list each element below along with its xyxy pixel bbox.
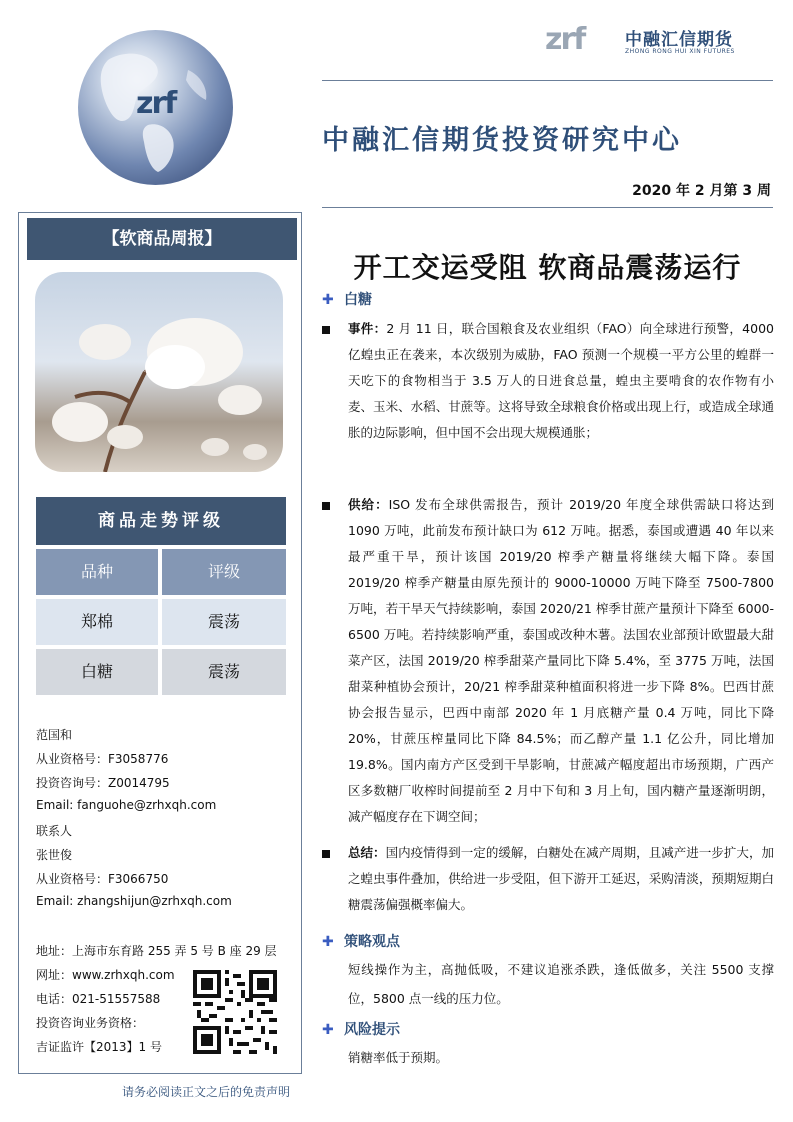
advisory-qualification-label: 投资咨询业务资格： [36, 1016, 145, 1030]
analyst-license: 从业资格号：F3058776 [36, 752, 169, 766]
report-date: 2020 年 2 月第 3 周 [632, 183, 771, 199]
analyst-advisory-no: 投资咨询号：Z0014795 [36, 776, 170, 790]
pushpin-bullet-icon: ✚ [322, 934, 334, 950]
strategy-text: 短线操作为主，高抛低吸，不建议追涨杀跌，逢低做多，关注 5500 支撑位，5800 点一线的压力位。 [348, 962, 774, 1006]
section-heading-text: 策略观点 [344, 934, 400, 950]
rating-table-heading: 商品走势评级 [36, 497, 286, 545]
rating-cell: 震荡 [162, 649, 286, 695]
section-heading-text: 白糖 [344, 292, 372, 308]
logo-chinese-name: 中融汇信期货 [625, 30, 733, 50]
report-headline: 开工交运受阻 软商品震荡运行 [353, 251, 742, 284]
paragraph-text: 2 月 11 日，联合国粮食及农业组织（FAO）向全球进行预警，4000 亿蝗虫正在袭来，本次级别为威胁，FAO 预测一个规模一平方公里的蝗群一天吃下的食物相当于 3.5 万人的日进食总量，蝗虫主要啃食的农作物有小麦、玉米、水稻、甘蔗等。这将导致全球粮食价格或出现上行，或造成全球通胀的边际影响，但中国不会出现大规模通胀； [348, 321, 774, 440]
advisory-qualification-no: 吉证监许【2013】1 号 [36, 1040, 162, 1054]
column-header-variety: 品种 [36, 549, 158, 595]
square-bullet-icon [322, 502, 330, 510]
contact-email: Email: zhangshijun@zrhxqh.com [36, 894, 232, 908]
company-address: 地址：上海市东育路 255 弄 5 号 B 座 29 层 [36, 944, 277, 958]
paragraph-event [322, 316, 774, 446]
company-logo [545, 22, 755, 62]
paragraph-text: 国内疫情得到一定的缓解，白糖处在减产周期，且减产进一步扩大，加之蝗虫事件叠加，供给进一步受阻，但下游开工延迟，采购清淡，预期短期白糖震荡偏强概率偏大。 [348, 845, 774, 912]
analyst-name: 范国和 [36, 728, 73, 742]
column-header-rating: 评级 [162, 549, 286, 595]
variety-cell: 郑棉 [36, 599, 158, 645]
paragraph-supply [322, 492, 774, 830]
globe-logo-mark: zrf [136, 86, 176, 121]
company-phone: 电话：021-51557588 [36, 992, 161, 1006]
paragraph-label: 事件： [348, 321, 387, 336]
disclaimer-note: 请务必阅读正文之后的免责声明 [122, 1085, 291, 1099]
globe-logo-image [78, 30, 233, 185]
header-divider-top [322, 80, 773, 81]
company-website: 网址：www.zrhxqh.com [36, 968, 175, 982]
paragraph-label: 供给： [348, 497, 389, 512]
section-heading-risk [322, 1019, 400, 1039]
paragraph-text: ISO 发布全球供需报告，预计 2019/20 年度全球供需缺口将达到 1090 万吨，此前发布预计缺口为 612 万吨。据悉，泰国或遭遇 40 年以来最严重干旱，预计该国 2019/20 榨季产糖量将继续大幅下降。泰国 2019/20 榨季产糖量由原先预计的 9000-10000 万吨下降至 7500-7800 万吨，若干旱天气持续影响，泰国 2020/21 榨季甘蔗产量预计下降至 6000-6500 万吨。若持续影响严重，泰国或改种木薯。法国农业部预计欧盟最大甜菜产区，法国 2019/20 榨季甜菜产量同比下降 5.4%，至 3775 万吨，法国甜菜种植协会预计，20/21 榨季甜菜种植面积将进一步下降 8%。巴西甘蔗协会报告显示，巴西中南部 2020 年 1 月底糖产量 0.4 万吨，同比下降 20%，甘蔗压榨量同比下降 84.5%；而乙醇产量 1.1 亿公升，同比增加 19.8%。国内南方产区受到干旱影响，甘蔗减产幅度超出市场预期，广西产区多数糖厂收榨时间提前至 2 月中下旬和 3 月上旬，国内糖产量逐渐明朗，减产幅度存在下调空间； [348, 497, 774, 824]
pushpin-bullet-icon: ✚ [322, 292, 334, 308]
paragraph-summary [322, 840, 774, 918]
square-bullet-icon [322, 326, 330, 334]
paragraph-label: 总结： [348, 845, 386, 860]
section-heading-text: 风险提示 [344, 1022, 400, 1038]
rating-cell: 震荡 [162, 599, 286, 645]
pushpin-bullet-icon: ✚ [322, 1022, 334, 1038]
square-bullet-icon [322, 850, 330, 858]
analyst-email: Email: fanguohe@zrhxqh.com [36, 798, 217, 812]
risk-text: 销糖率低于预期。 [348, 1050, 449, 1065]
table-row [36, 599, 286, 645]
contact-label: 联系人 [36, 824, 73, 838]
logo-mark: zrf [545, 22, 585, 57]
contact-name: 张世俊 [36, 848, 73, 862]
qr-code-image [193, 970, 277, 1054]
research-center-title: 中融汇信期货投资研究中心 [322, 125, 682, 156]
logo-english-name: ZHONG RONG HUI XIN FUTURES [625, 48, 735, 55]
rating-table-header-row [36, 549, 286, 595]
table-row [36, 649, 286, 695]
header-divider-bottom [322, 207, 773, 208]
sidebar-report-type: 【软商品周报】 [27, 218, 297, 260]
variety-cell: 白糖 [36, 649, 158, 695]
section-heading-sugar [322, 289, 372, 309]
cotton-photo [35, 272, 283, 472]
section-heading-strategy [322, 931, 400, 951]
contact-license: 从业资格号：F3066750 [36, 872, 169, 886]
